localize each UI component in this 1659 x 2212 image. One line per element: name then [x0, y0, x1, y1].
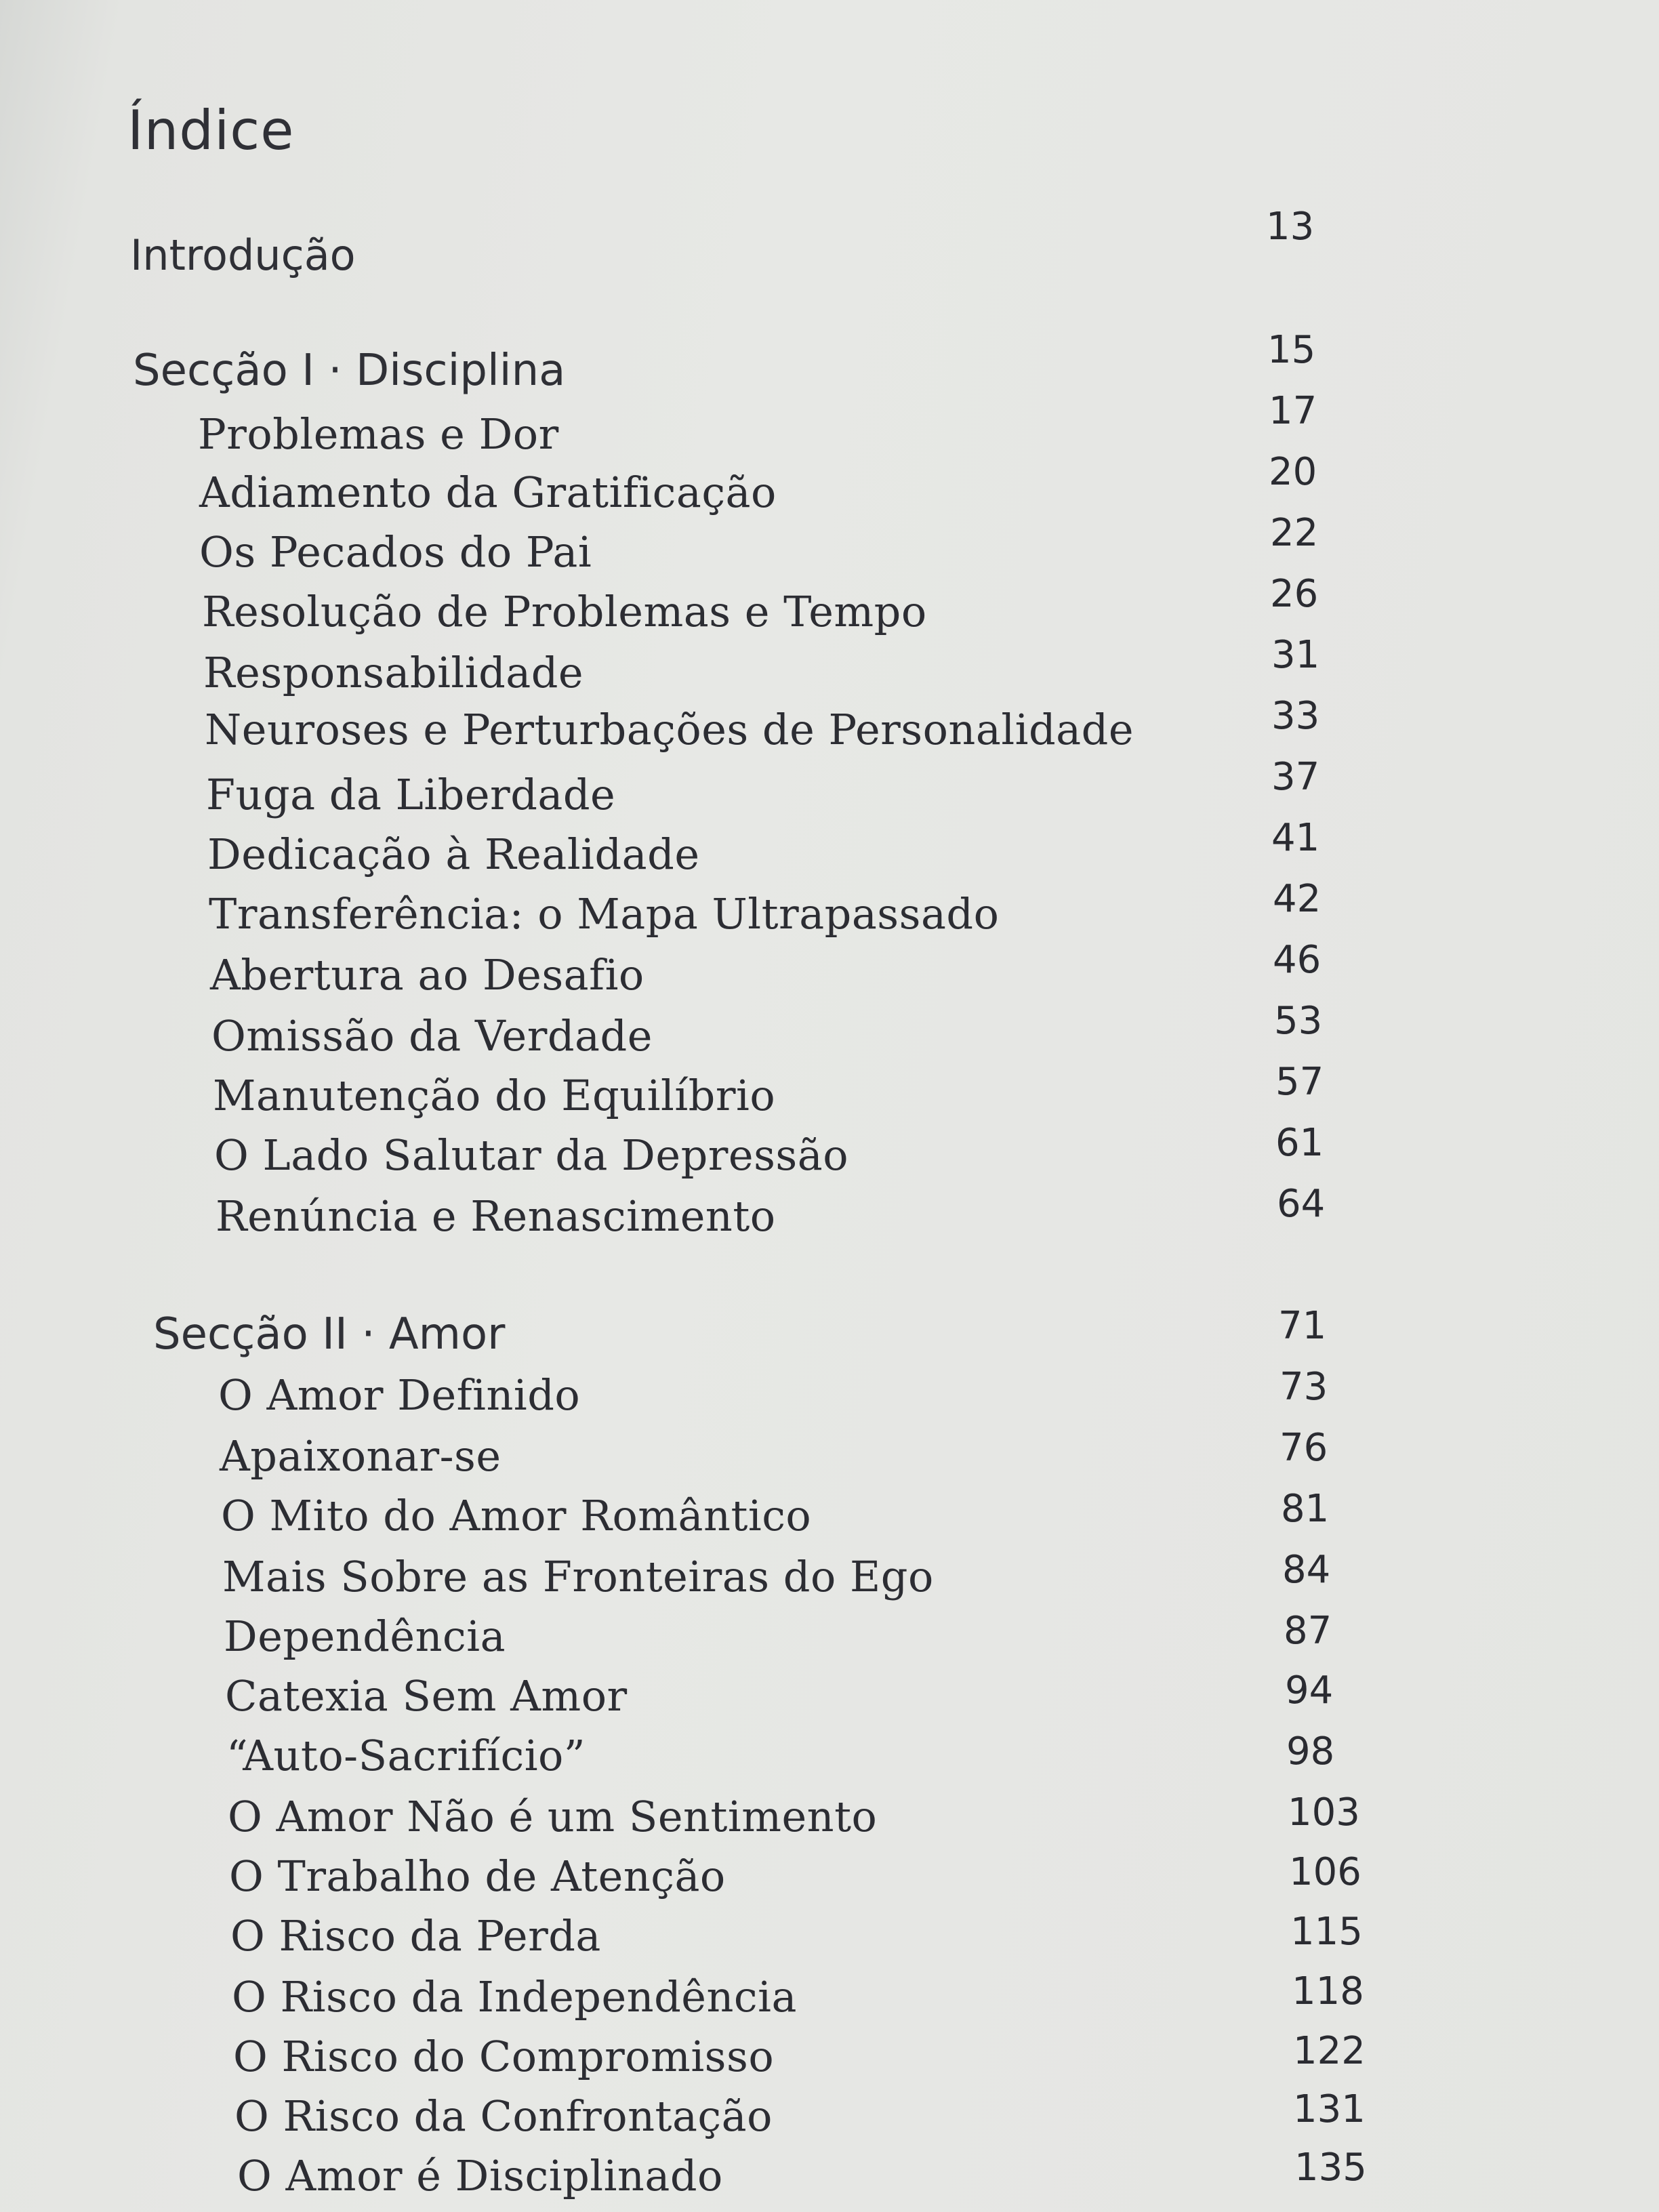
- toc-entry-label: Dedicação à Realidade: [207, 830, 700, 879]
- toc-entry-page: 33: [1271, 694, 1320, 738]
- toc-entry-page: 57: [1275, 1060, 1324, 1104]
- toc-entry-page: 76: [1279, 1426, 1328, 1470]
- toc-entry-label: “Auto-Sacrifício”: [226, 1731, 586, 1780]
- toc-entry-page: 20: [1269, 450, 1317, 494]
- toc-entry-label: O Amor é Disciplinado: [237, 2151, 723, 2200]
- toc-entry-page: 115: [1290, 1910, 1363, 1954]
- toc-entry-label: Abertura ao Desafio: [210, 950, 644, 1000]
- toc-entry-label: Transferência: o Mapa Ultrapassado: [209, 889, 1000, 939]
- toc-entry-label: Os Pecados do Pai: [199, 527, 592, 577]
- toc-entry-page: 135: [1294, 2146, 1367, 2190]
- toc-entry-page: 53: [1274, 999, 1323, 1043]
- section-1-heading: Secção I · Disciplina: [133, 346, 566, 396]
- toc-entry-page: 98: [1286, 1729, 1335, 1774]
- toc-entry-label: Apaixonar-se: [220, 1431, 501, 1481]
- toc-entry-label: Renúncia e Renascimento: [216, 1191, 776, 1241]
- toc-entry-label: Fuga da Liberdade: [206, 770, 616, 819]
- toc-entry-label: O Trabalho de Atenção: [229, 1851, 726, 1901]
- toc-entry-page: 31: [1271, 633, 1320, 677]
- toc-intro-page: 13: [1266, 205, 1315, 249]
- toc-entry-label: Omissão da Verdade: [211, 1011, 653, 1061]
- toc-entry-page: 26: [1270, 572, 1319, 616]
- toc-entry-label: Mais Sobre as Fronteiras do Ego: [222, 1552, 934, 1601]
- section-1-page: 15: [1267, 328, 1316, 372]
- toc-entry-label: Responsabilidade: [203, 648, 584, 697]
- toc-entry-label: O Lado Salutar da Depressão: [214, 1130, 849, 1180]
- toc-entry-page: 22: [1270, 511, 1319, 555]
- toc-entry-page: 122: [1293, 2029, 1366, 2073]
- toc-entry-page: 103: [1288, 1790, 1360, 1835]
- toc-entry-label: O Risco do Compromisso: [233, 2032, 775, 2081]
- toc-entry-label: Manutenção do Equilíbrio: [213, 1071, 776, 1120]
- toc-entry-page: 84: [1282, 1548, 1331, 1592]
- toc-entry-label: O Risco da Confrontação: [234, 2091, 773, 2141]
- toc-entry-page: 131: [1293, 2087, 1366, 2131]
- toc-entry-page: 73: [1279, 1365, 1328, 1409]
- page-title: Índice: [127, 99, 295, 162]
- toc-entry-page: 37: [1271, 755, 1320, 799]
- toc-entry-label: O Risco da Independência: [232, 1972, 797, 2022]
- toc-entry-label: Adiamento da Gratificação: [199, 468, 777, 517]
- toc-entry-page: 41: [1271, 816, 1320, 860]
- section-2-page: 71: [1278, 1304, 1327, 1348]
- toc-entry-page: 46: [1273, 938, 1322, 982]
- toc-entry-label: O Amor Definido: [218, 1370, 581, 1420]
- toc-entry-label: Resolução de Problemas e Tempo: [202, 587, 927, 636]
- toc-entry-page: 106: [1289, 1850, 1361, 1894]
- toc-entry-page: 42: [1273, 877, 1322, 921]
- toc-entry-label: O Mito do Amor Romântico: [221, 1491, 812, 1540]
- toc-entry-page: 94: [1285, 1668, 1334, 1713]
- toc-entry-page: 64: [1277, 1182, 1326, 1226]
- toc-entry-page: 87: [1284, 1609, 1332, 1653]
- toc-entry-label: O Amor Não é um Sentimento: [228, 1792, 878, 1841]
- toc-intro-label: Introdução: [130, 230, 356, 280]
- toc-entry-page: 118: [1292, 1969, 1364, 2013]
- toc-entry-label: Problemas e Dor: [198, 409, 559, 459]
- toc-entry-page: 81: [1281, 1487, 1330, 1531]
- toc-entry-page: 61: [1275, 1121, 1324, 1165]
- toc-entry-label: Neuroses e Perturbações de Personalidade: [205, 705, 1134, 754]
- toc-entry-label: O Risco da Perda: [230, 1911, 601, 1961]
- toc-entry-label: Catexia Sem Amor: [225, 1671, 628, 1721]
- toc-entry-label: Dependência: [224, 1612, 506, 1661]
- section-2-heading: Secção II · Amor: [153, 1309, 506, 1359]
- toc-entry-page: 17: [1269, 389, 1317, 433]
